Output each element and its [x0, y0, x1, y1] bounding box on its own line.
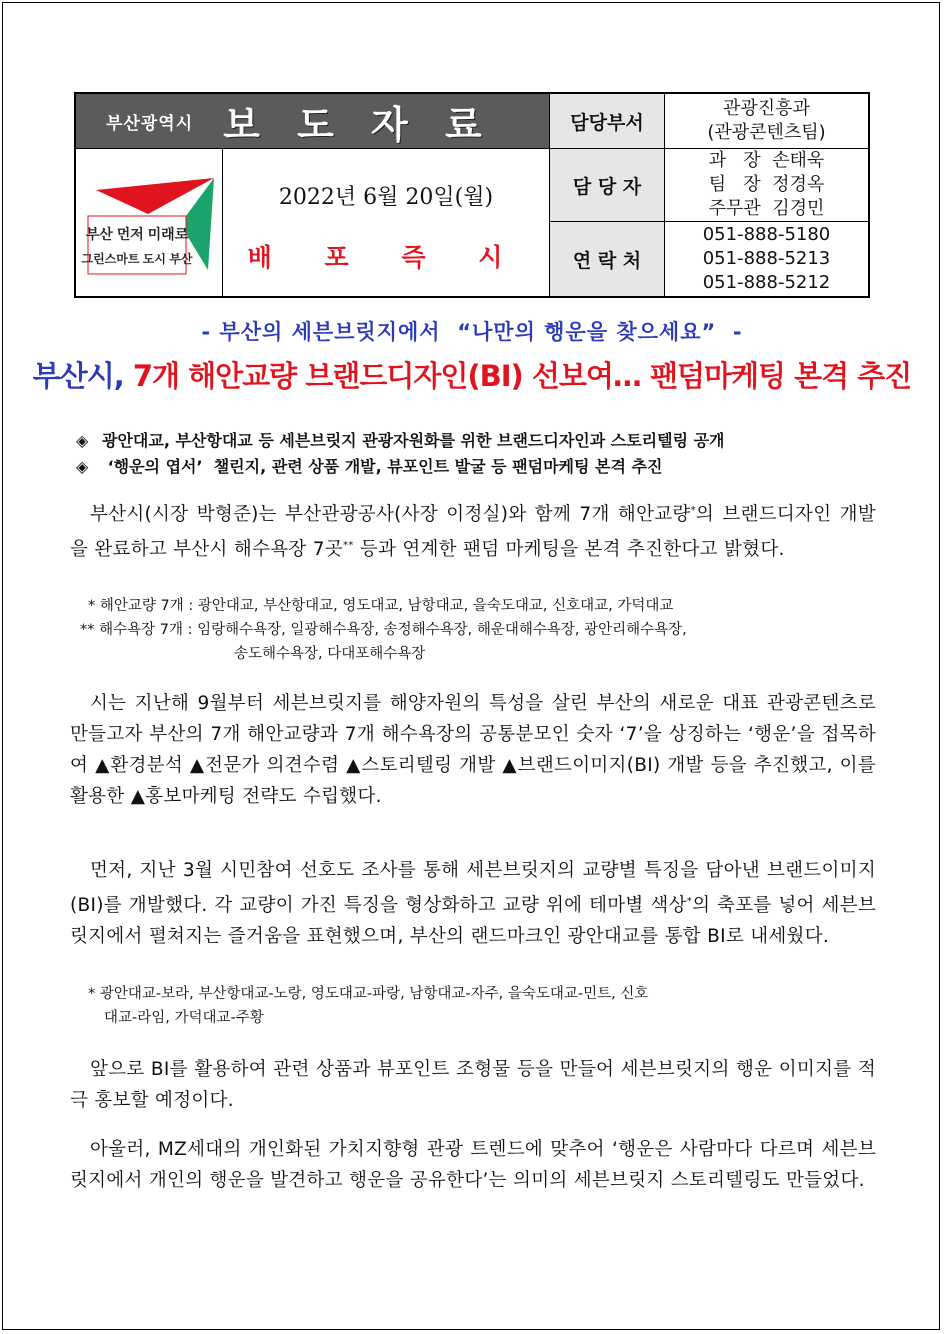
- paragraph-4: 앞으로 BI를 활용하여 관련 상품과 뷰포인트 조형물 등을 만들어 세븐브릿지의 행운 이미지를 적극 홍보할 예정이다.: [70, 1059, 876, 1111]
- date-release-cell: [223, 150, 549, 296]
- logo-line-2: 그린스마트 도시 부산: [81, 252, 193, 266]
- team-name: (관광콘텐츠팀): [707, 122, 826, 143]
- diamond-bullet-icon: ◈: [76, 431, 89, 450]
- doc-type-title: 보 도 자 료: [223, 102, 494, 147]
- paragraph-1: 부산시(시장 박형준)는 부산관광공사(사장 이정실)와 함께 7개 해안교량*의 브랜드디자인 개발을 완료하고 부산시 해수욕장 7곳** 등과 연계한 팬덤 마케팅을 본격 추진한다고 밝혔다.: [70, 504, 876, 561]
- headline-part-2: 7개 해안교량 브랜드디자인(BI) 선보여… 팬덤마케팅 본격 추진: [123, 359, 912, 393]
- bullet-item: [76, 428, 896, 454]
- contact-label: 연 락 처: [550, 222, 664, 296]
- person-1: 과 장 손태욱: [708, 150, 825, 171]
- paragraph-5: 아울러, MZ세대의 개인화된 가치지향형 관광 트렌드에 맞추어 ‘행운은 사람마다 다르며 세븐브릿지에서 개인의 행운을 발견하고 행운을 공유한다’는 의미의 세븐브릿지 스토리텔링도 만들었다.: [70, 1139, 876, 1191]
- person-label: 담 당 자: [550, 149, 664, 221]
- subtitle: - 부산의 세븐브릿지에서 “나만의 행운을 찾으세요” -: [201, 320, 743, 344]
- contact-2: 051-888-5213: [702, 248, 831, 269]
- summary-bullets: [76, 428, 896, 480]
- diamond-bullet-icon: ◈: [76, 457, 89, 476]
- footnote-colors-cont: 대교-라임, 가덕대교-주황: [104, 1010, 264, 1026]
- logo-line-1: 부산 먼저 미래로: [85, 226, 189, 242]
- footnote-colors: * 광안대교-보라, 부산항대교-노랑, 영도대교-파랑, 남항대교-자주, 을숙도대교-민트, 신호: [88, 986, 649, 1002]
- bullet-item: [76, 454, 896, 480]
- person-list: [665, 149, 868, 221]
- person-3: 주무관 김경민: [708, 198, 825, 219]
- dept-name: 관광진흥과: [723, 98, 810, 119]
- paragraph-3: 먼저, 지난 3월 시민참여 선호도 조사를 통해 세븐브릿지의 교량별 특징을 담아낸 브랜드이미지(BI)를 개발했다. 각 교량이 가진 특징을 형상화하고 교량 위에 테마별 색상*의 축포를 넣어 세븐브릿지에서 펼쳐지는 즐거움을 표현했으며, 부산의 랜드마크인 광안대교를 통합 BI로 내세웠다.: [70, 860, 876, 948]
- dept-value: [665, 94, 868, 148]
- org-name: 부산광역시: [106, 113, 194, 134]
- bullet-text: ‘행운의 엽서’ 챌린지, 관련 상품 개발, 뷰포인트 발굴 등 팬덤마케팅 본격 추진: [102, 457, 663, 476]
- footnote-bridges: * 해안교량 7개 : 광안대교, 부산항대교, 영도대교, 남항대교, 을숙도대교, 신호대교, 가덕대교: [88, 598, 674, 614]
- release-timing: 배 포 즉 시: [247, 243, 525, 272]
- press-release-header-table: [74, 92, 870, 298]
- contact-1: 051-888-5180: [702, 224, 831, 245]
- headline-part-1: 부산시,: [32, 359, 124, 393]
- footnote-beaches: ** 해수욕장 7개 : 임랑해수욕장, 일광해수욕장, 송정해수욕장, 해운대해수욕장, 광안리해수욕장,: [80, 622, 687, 638]
- slogan-logo-icon: [76, 150, 222, 296]
- contact-list: [665, 222, 868, 296]
- contact-3: 051-888-5212: [702, 272, 831, 293]
- paragraph-2: 시는 지난해 9월부터 세븐브릿지를 해양자원의 특성을 살린 부산의 새로운 대표 관광콘텐츠로 만들고자 부산의 7개 해안교량과 7개 해수욕장의 공통분모인 숫자 ‘7’을 상징하는 ‘행운’을 접목하여 ▲환경분석 ▲전문가 의견수렴 ▲스토리텔링 개발 ▲브랜드이미지(BI) 개발 등을 추진했고, 이를 활용한 ▲홍보마케팅 전략도 수립했다.: [70, 693, 876, 807]
- footnote-beaches-cont: 송도해수욕장, 다대포해수욕장: [234, 646, 426, 662]
- title-band: [76, 94, 549, 148]
- release-date: 2022년 6월 20일(월): [278, 185, 494, 210]
- headline: [0, 354, 944, 395]
- bullet-text: 광안대교, 부산항대교 등 세븐브릿지 관광자원화를 위한 브랜드디자인과 스토리텔링 공개: [102, 431, 725, 450]
- person-2: 팀 장 정경옥: [708, 174, 825, 195]
- busan-slogan-logo: [76, 150, 222, 296]
- dept-label: 담당부서: [550, 94, 664, 148]
